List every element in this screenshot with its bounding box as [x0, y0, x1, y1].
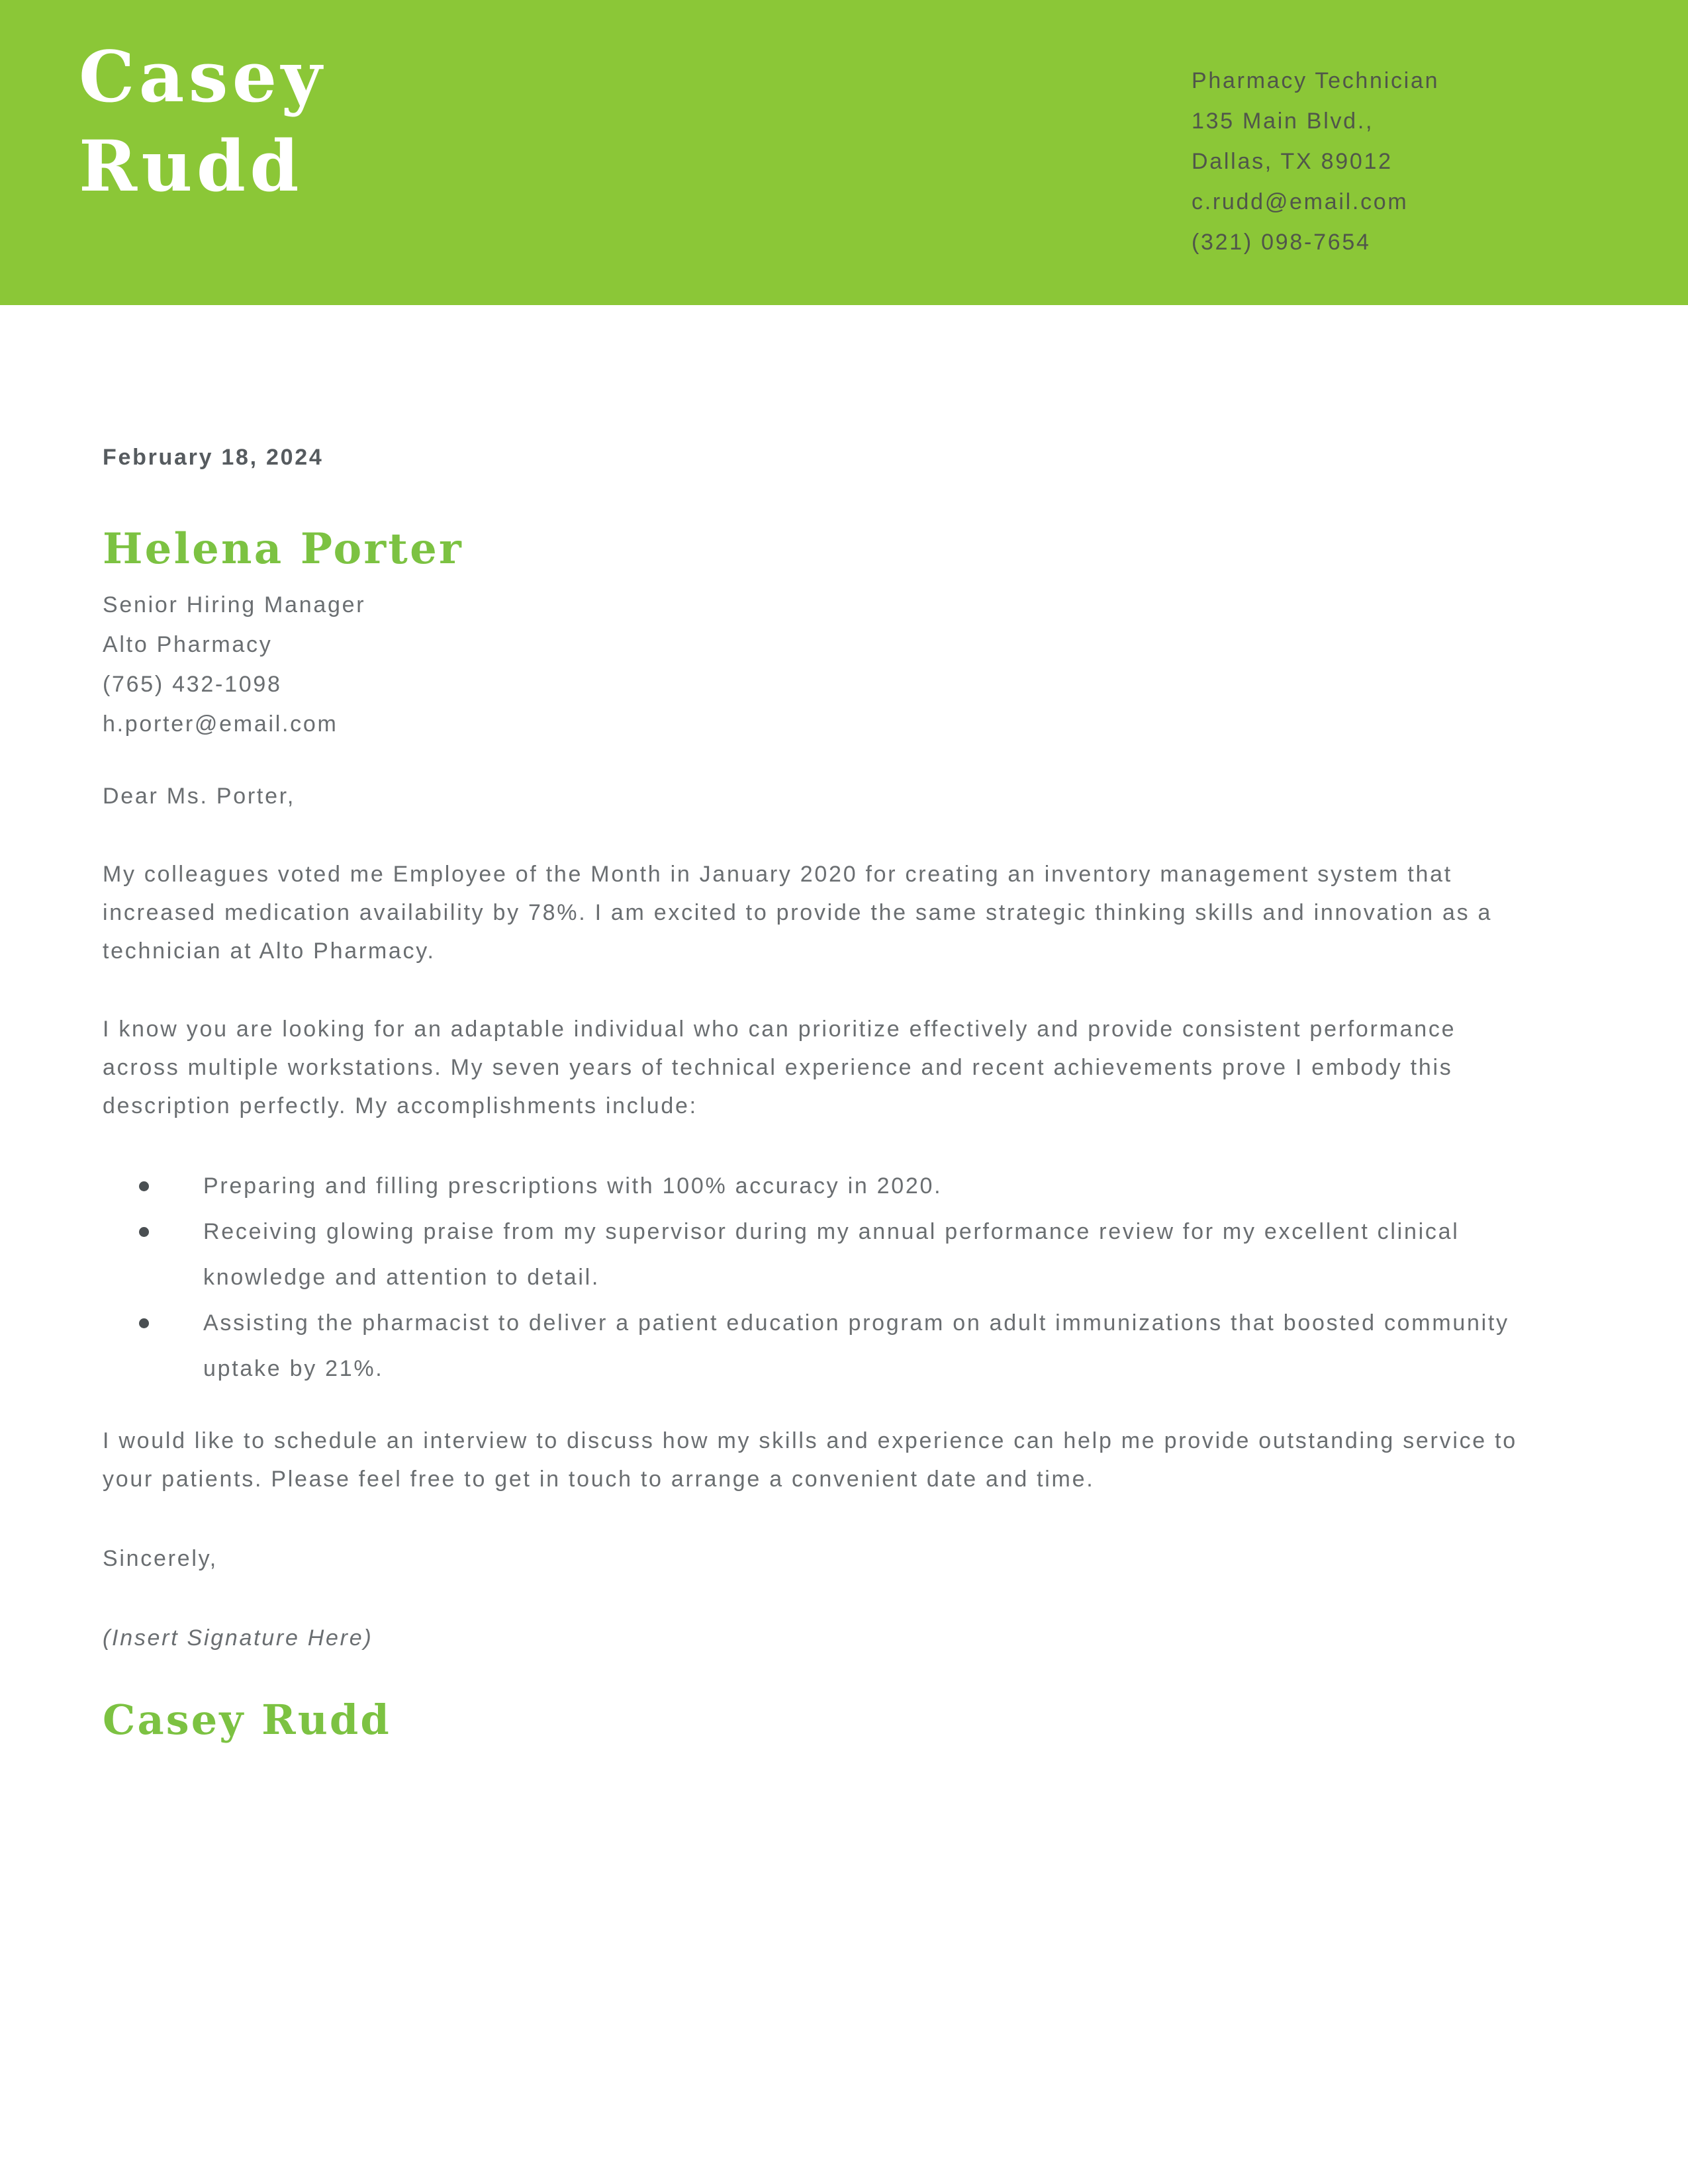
header-address-line1: 135 Main Blvd., — [1192, 109, 1374, 134]
header-address-line2: Dallas, TX 89012 — [1192, 149, 1393, 174]
list-item — [139, 1209, 1519, 1300]
bullet-icon — [139, 1318, 149, 1328]
valediction: Sincerely, — [103, 1546, 218, 1571]
recipient-phone: (765) 432-1098 — [103, 672, 282, 697]
list-item-text: Assisting the pharmacist to deliver a patient education program on adult immunizations that boosted community uptake by 21%. — [203, 1310, 1509, 1381]
header-name — [79, 32, 326, 210]
paragraph-intro: My colleagues voted me Employee of the Month in January 2020 for creating an inventory management system that increased medication availability by 78%. I am excited to provide the same strategic thinking skills and innovation as a technician at Alto Pharmacy. — [103, 862, 1493, 964]
list-item — [139, 1163, 1519, 1209]
signature-name: Casey Rudd — [103, 1696, 391, 1744]
recipient-name: Helena Porter — [103, 524, 463, 574]
signature-placeholder: (Insert Signature Here) — [103, 1625, 373, 1651]
header-job-title: Pharmacy Technician — [1192, 68, 1440, 93]
list-item-text: Preparing and filling prescriptions with 100% accuracy in 2020. — [203, 1173, 943, 1199]
bullet-icon — [139, 1181, 149, 1191]
header-phone: (321) 098-7654 — [1192, 230, 1371, 255]
list-item-text: Receiving glowing praise from my supervisor during my annual performance review for my excellent clinical knowledge and attention to detail. — [203, 1219, 1460, 1290]
accomplishments-list — [103, 1163, 1519, 1392]
recipient-title: Senior Hiring Manager — [103, 592, 366, 617]
bullet-icon — [139, 1227, 149, 1237]
recipient-email: h.porter@email.com — [103, 711, 338, 737]
recipient-company: Alto Pharmacy — [103, 632, 273, 657]
list-item — [139, 1300, 1519, 1392]
paragraph-skills: I know you are looking for an adaptable individual who can prioritize effectively and provide consistent performance across multiple workstations. My seven years of technical experience and recent achievements prove I embody this description perfectly. My accomplishments include: — [103, 1017, 1456, 1118]
header-first-name: Casey — [79, 35, 326, 118]
letter-body — [103, 441, 1519, 1745]
header-contact-block — [1192, 61, 1439, 263]
header-banner — [0, 0, 1688, 305]
paragraph-closing: I would like to schedule an interview to discuss how my skills and experience can help me provide outstanding service to your patients. Please feel free to get in touch to arrange a convenient date and time. — [103, 1428, 1517, 1492]
recipient-details — [103, 585, 1519, 744]
salutation: Dear Ms. Porter, — [103, 784, 296, 809]
header-email: c.rudd@email.com — [1192, 189, 1409, 214]
letter-date: February 18, 2024 — [103, 445, 324, 470]
header-last-name: Rudd — [79, 124, 303, 207]
